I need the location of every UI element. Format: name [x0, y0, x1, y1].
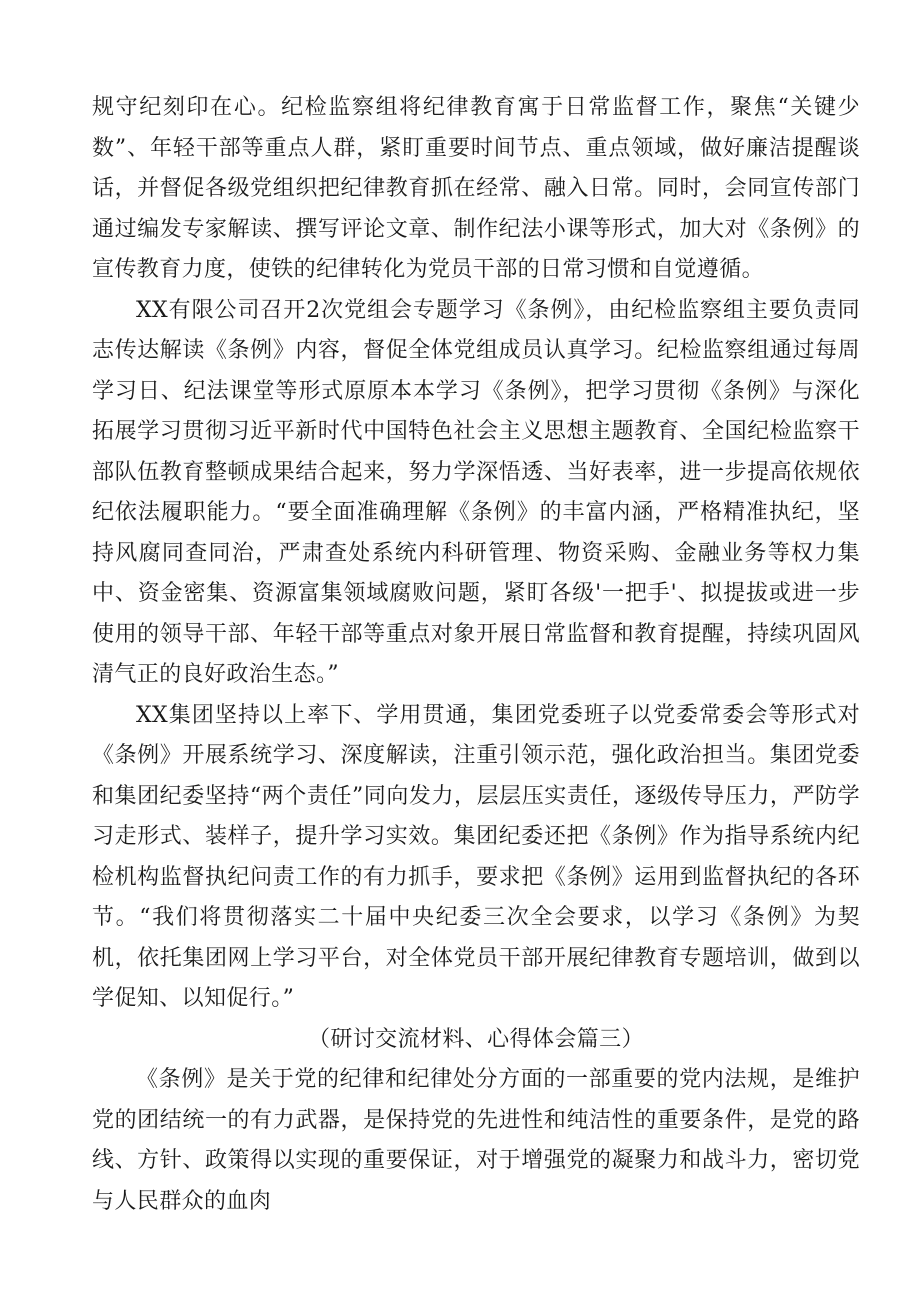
paragraph-group-study: XX集团坚持以上率下、学用贯通，集团党委班子以党委常委会等形式对《条例》开展系统学习、深度解读，注重引领示范，强化政治担当。集团党委和集团纪委坚持“两个责任”同向发力，层层压实责任，逐级传导压力，严防学习走形式、装样子，提升学习实效。集团纪委还把《条例》作为指导系统内纪检机构监督执纪问责工作的有力抓手，要求把《条例》运用到监督执纪的各环节。“我们将贯彻落实二十届中央纪委三次全会要求，以学习《条例》为契机，依托集团网上学习平台，对全体党员干部开展纪律教育专题培训，做到以学促知、以知促行。”	[92, 702, 860, 1011]
document-page	[92, 88, 860, 1222]
paragraph-company-study: XX有限公司召开2次党组会专题学习《条例》，由纪检监察组主要负责同志传达解读《条例》内容，督促全体党组成员认真学习。纪检监察组通过每周学习日、纪法课堂等形式原原本本学习《条例》，把学习贯彻《条例》与深化拓展学习贯彻习近平新时代中国特色社会主义思想主题教育、全国纪检监察干部队伍教育整顿成果结合起来，努力学深悟透、当好表率，进一步提高依规依纪依法履职能力。“要全面准确理解《条例》的丰富内涵，严格精准执纪，坚持风腐同查同治，严肃查处系统内科研管理、物资采购、金融业务等权力集中、资金密集、资源富集领域腐败问题，紧盯各级'一把手'、拟提拔或进一步使用的领导干部、年轻干部等重点对象开展日常监督和教育提醒，持续巩固风清气正的良好政治生态。”	[92, 297, 860, 687]
section-heading: （研讨交流材料、心得体会篇三）	[307, 1026, 644, 1052]
paragraph-continuation: 规守纪刻印在心。纪检监察组将纪律教育寓于日常监督工作，聚焦“关键少数”、年轻干部等重点人群，紧盯重要时间节点、重点领域，做好廉洁提醒谈话，并督促各级党组织把纪律教育抓在经常、融入日常。同时，会同宣传部门通过编发专家解读、撰写评论文章、制作纪法小课等形式，加大对《条例》的宣传教育力度，使铁的纪律转化为党员干部的日常习惯和自觉遵循。	[92, 95, 860, 282]
paragraph-regulation-intro: 《条例》是关于党的纪律和纪律处分方面的一部重要的党内法规，是维护党的团结统一的有力武器，是保持党的先进性和纯洁性的重要条件，是党的路线、方针、政策得以实现的重要保证，对于增强党的凝聚力和战斗力，密切党与人民群众的血肉	[92, 1067, 860, 1214]
